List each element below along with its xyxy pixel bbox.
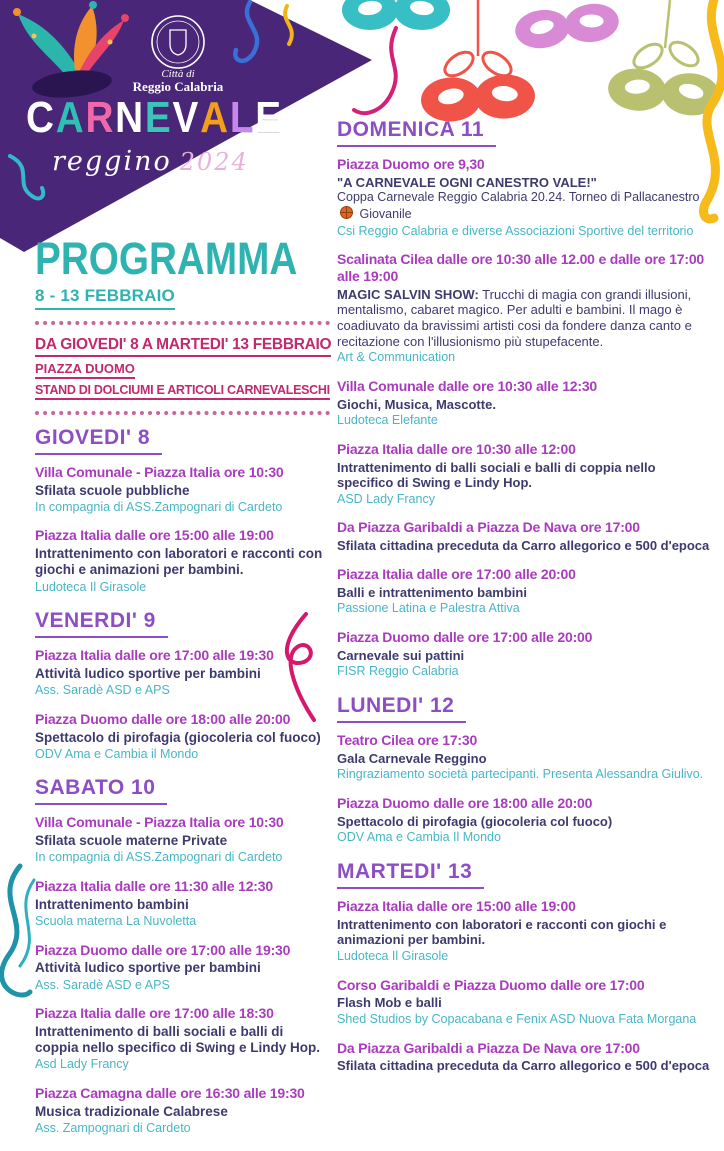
event-item <box>337 629 715 680</box>
day-heading-label: DOMENICA 11 <box>337 118 496 147</box>
event-item <box>337 378 715 429</box>
event-title-bold: Flash Mob e balli <box>337 995 442 1011</box>
event-item <box>337 251 715 366</box>
event-credit: In compagnia di ASS.Zampognari di Cardeto <box>35 850 283 865</box>
city-label-line1: Città di <box>161 68 195 80</box>
event-title-bold: Giochi, Musica, Mascotte. <box>337 396 496 412</box>
city-label-line2: Reggio Calabria <box>132 79 224 95</box>
event-location: Piazza Duomo dalle ore 17:00 alle 19:30 <box>35 941 291 958</box>
olive-mask-icon <box>606 0 721 118</box>
event-title <box>337 287 715 349</box>
event-title <box>337 814 715 830</box>
event-location: Piazza Duomo dalle ore 18:00 alle 20:00 <box>337 794 593 811</box>
event-title-bold: MAGIC SALVIN SHOW: <box>337 286 479 302</box>
event-location: Piazza Duomo dalle ore 18:00 alle 20:00 <box>35 710 291 727</box>
event-credit: Ludoteca Il Girasole <box>35 579 147 594</box>
event-location: Piazza Italia dalle ore 17:00 alle 20:00 <box>337 565 576 582</box>
event-title-rest: Trucchi di magia con grandi illusioni, mentalismo, cabaret magico. Per adulti e bambini. Il mago è coadiuvato da bravissimi artisti cosi da fondere danza canto e recitazione con l'illusionismo più stupefacente. <box>337 286 692 349</box>
event-item <box>337 156 715 239</box>
logo-letter: V <box>172 93 201 142</box>
event-item <box>337 732 715 783</box>
event-title-bold: Gala Carnevale Reggino <box>337 750 487 766</box>
logo-letter: C <box>26 93 56 142</box>
event-item <box>35 464 330 516</box>
event-location: Piazza Duomo dalle ore 17:00 alle 20:00 <box>337 628 593 645</box>
stand-notice-line1: DA GIOVEDI' 8 A MARTEDI' 13 FEBBRAIO <box>35 336 331 357</box>
event-title <box>337 175 715 191</box>
event-title-bold: Attività ludico sportive per bambini <box>35 960 261 976</box>
event-title-bold: Spettacolo di pirofagia (giocoleria col fuoco) <box>337 813 613 829</box>
event-credit: Csi Reggio Calabria e diverse Associazioni Sportive del territorio <box>337 223 694 238</box>
event-title <box>35 666 330 682</box>
event-credit: Scuola materna La Nuvoletta <box>35 913 197 928</box>
stand-notice <box>35 336 330 400</box>
event-title <box>337 751 715 767</box>
event-item <box>35 1005 330 1073</box>
event-credit: ASD Lady Francy <box>337 491 435 506</box>
event-credit: Ringraziamento società partecipanti. Presenta Alessandra Giulivo. <box>337 767 704 782</box>
event-location: Corso Garibaldi e Piazza Duomo dalle ore 17:00 <box>337 976 645 993</box>
event-item <box>337 566 715 617</box>
dotted-separator <box>35 411 330 415</box>
day-heading-label: GIOVEDI' 8 <box>35 426 162 455</box>
event-location: Piazza Camagna dalle ore 16:30 alle 19:30 <box>35 1085 305 1101</box>
event-item <box>35 647 330 699</box>
logo-letter: A <box>55 93 86 142</box>
teal-bottom-streamer-icon <box>2 866 34 995</box>
event-location: Villa Comunale dalle ore 10:30 alle 12:30 <box>337 377 598 394</box>
event-credit: Asd Lady Francy <box>35 1057 129 1072</box>
left-column <box>35 233 332 1151</box>
event-title-bold: Musica tradizionale Calabrese <box>35 1103 228 1119</box>
day-heading <box>35 426 330 455</box>
day-section <box>35 426 330 595</box>
event-credit: Art & Communication <box>337 350 456 365</box>
day-events <box>35 647 330 762</box>
event-title-bold: "A CARNEVALE OGNI CANESTRO VALE!" <box>337 174 597 190</box>
event-title <box>35 833 330 849</box>
event-title <box>35 1104 330 1120</box>
day-events <box>337 732 715 846</box>
event-title-bold: Intrattenimento di balli sociali e balli di coppia nello specifico di Swing e Lindy Hop. <box>35 1024 321 1056</box>
event-location: Scalinata Cilea dalle ore 10:30 alle 12.00 e dalle ore 17:00 alle 19:00 <box>337 251 704 285</box>
event-title <box>35 960 330 976</box>
event-credit: In compagnia di ASS.Zampognari di Cardeto <box>35 499 283 514</box>
right-day-sections <box>337 118 715 1074</box>
event-item <box>35 711 330 763</box>
event-title-bold: Attività ludico sportive per bambini <box>35 665 261 681</box>
event-desc-text-after: Giovanile <box>356 207 412 222</box>
event-desc-text: Coppa Carnevale Reggio Calabria 20.24. Torneo di Pallacanestro <box>337 190 700 205</box>
event-item <box>35 1085 330 1137</box>
event-title-bold: Intrattenimento bambini <box>35 896 189 912</box>
event-credit: ODV Ama e Cambia Il Mondo <box>337 830 501 845</box>
orchid-mask-icon <box>513 1 621 51</box>
event-title <box>35 483 330 499</box>
logo-subtitle-year: 2024 <box>179 148 249 176</box>
day-section <box>35 776 330 1136</box>
event-title-bold: Sfilata cittadina preceduta da Carro allegorico e 500 d'epoca <box>337 538 710 554</box>
event-location: Piazza Italia dalle ore 11:30 alle 12:30 <box>35 877 273 894</box>
event-location: Piazza Italia dalle ore 15:00 alle 19:00 <box>35 527 274 544</box>
day-section <box>337 860 715 1074</box>
logo-letter: N <box>115 93 145 142</box>
event-location: Villa Comunale - Piazza Italia ore 10:30 <box>35 814 284 831</box>
logo-letter: A <box>200 93 230 142</box>
event-title-bold: Carnevale sui pattini <box>337 647 465 663</box>
event-location: Piazza Italia dalle ore 17:00 alle 19:30 <box>35 647 274 664</box>
left-day-sections <box>35 426 330 1137</box>
basketball-icon <box>340 206 353 219</box>
event-location: Piazza Italia dalle ore 17:00 alle 18:30 <box>35 1005 274 1022</box>
event-item <box>337 441 715 508</box>
event-location: Villa Comunale - Piazza Italia ore 10:30 <box>35 463 284 480</box>
event-credit: ODV Ama e Cambia il Mondo <box>35 746 199 761</box>
logo-letter: E <box>144 93 173 142</box>
event-credit: Ludoteca Elefante <box>337 413 438 428</box>
program-title: PROGRAMMA <box>35 233 298 284</box>
event-credit: Passione Latina e Palestra Attiva <box>337 601 520 616</box>
event-title <box>35 730 330 746</box>
event-credit: Ludoteca Il Girasole <box>337 948 449 963</box>
event-title-bold: Intrattenimento di balli sociali e balli di coppia nello specifico di Swing e Lindy Hop. <box>337 459 656 491</box>
event-item <box>35 942 330 994</box>
event-location: Da Piazza Garibaldi a Piazza De Nava ore 17:00 <box>337 519 640 536</box>
day-section <box>35 609 330 762</box>
event-item <box>35 814 330 866</box>
event-title <box>337 460 715 491</box>
logo-letter: E <box>255 93 283 142</box>
event-item <box>35 527 330 595</box>
day-heading <box>35 776 330 805</box>
event-title-bold: Sfilata cittadina preceduta da Carro allegorico e 500 d'epoca <box>337 1058 710 1074</box>
day-section <box>337 694 715 846</box>
day-heading <box>337 694 715 723</box>
day-heading-label: VENERDI' 9 <box>35 609 168 638</box>
carnevale-logo-title <box>26 93 283 142</box>
program-date-range: 8 - 13 FEBBRAIO <box>35 286 175 310</box>
event-title <box>337 1058 715 1074</box>
event-credit: Shed Studios by Copacabana e Fenix ASD Nuova Fata Morgana <box>337 1011 697 1026</box>
event-credit: Ass. Saradè ASD e APS <box>35 683 170 698</box>
day-events <box>35 464 330 595</box>
day-heading-label: SABATO 10 <box>35 776 167 805</box>
event-title <box>35 897 330 913</box>
day-section <box>337 118 715 680</box>
stand-notice-line2: PIAZZA DUOMO <box>35 361 135 379</box>
event-location: Piazza Italia dalle ore 15:00 alle 19:00 <box>337 897 576 914</box>
event-title <box>35 546 330 578</box>
event-title-bold: Intrattenimento con laboratori e racconti con giochi e animazioni per bambini. <box>35 546 323 578</box>
logo-letter: R <box>85 93 116 142</box>
event-title <box>35 1024 330 1056</box>
event-credit: Ass. Zampognari di Cardeto <box>35 1120 191 1135</box>
event-item <box>337 977 715 1028</box>
city-label <box>128 68 228 94</box>
event-item <box>35 878 330 930</box>
logo-letter: L <box>229 93 256 142</box>
dotted-separator <box>35 321 330 325</box>
event-title-bold: Balli e intrattenimento bambini <box>337 584 527 600</box>
event-credit: Ass. Saradè ASD e APS <box>35 977 170 992</box>
event-title <box>337 585 715 601</box>
day-heading <box>337 118 715 147</box>
right-column <box>337 118 715 1088</box>
event-title <box>337 397 715 413</box>
event-title <box>337 648 715 664</box>
day-heading-label: LUNEDI' 12 <box>337 694 466 723</box>
logo-subtitle-script: reggino <box>52 146 172 177</box>
event-title-bold: Intrattenimento con laboratori e racconti con giochi e animazioni per bambini. <box>337 916 667 948</box>
logo-subtitle <box>52 146 249 177</box>
day-heading <box>337 860 715 889</box>
day-events <box>35 814 330 1136</box>
event-title-bold: Sfilata scuole materne Private <box>35 833 228 849</box>
stand-notice-line3: STAND DI DOLCIUMI E ARTICOLI CARNEVALESCHI <box>35 383 330 400</box>
event-item <box>337 898 715 965</box>
event-item <box>337 795 715 846</box>
event-location: Piazza Duomo ore 9,30 <box>337 156 485 172</box>
event-title-bold: Spettacolo di pirofagia (giocoleria col fuoco) <box>35 729 321 745</box>
event-title <box>337 917 715 948</box>
event-title <box>337 995 715 1011</box>
event-title <box>337 538 715 554</box>
event-desc <box>337 190 715 222</box>
event-location: Teatro Cilea ore 17:30 <box>337 731 478 748</box>
event-credit: FISR Reggio Calabria <box>337 664 459 679</box>
day-events <box>337 156 715 680</box>
event-location: Piazza Italia dalle ore 10:30 alle 12:00 <box>337 440 576 457</box>
event-location: Da Piazza Garibaldi a Piazza De Nava ore 17:00 <box>337 1039 640 1056</box>
event-item <box>337 1040 715 1074</box>
day-heading <box>35 609 330 638</box>
day-heading-label: MARTEDI' 13 <box>337 860 484 889</box>
event-title-bold: Sfilata scuole pubbliche <box>35 482 190 498</box>
day-events <box>337 898 715 1074</box>
event-item <box>337 519 715 553</box>
